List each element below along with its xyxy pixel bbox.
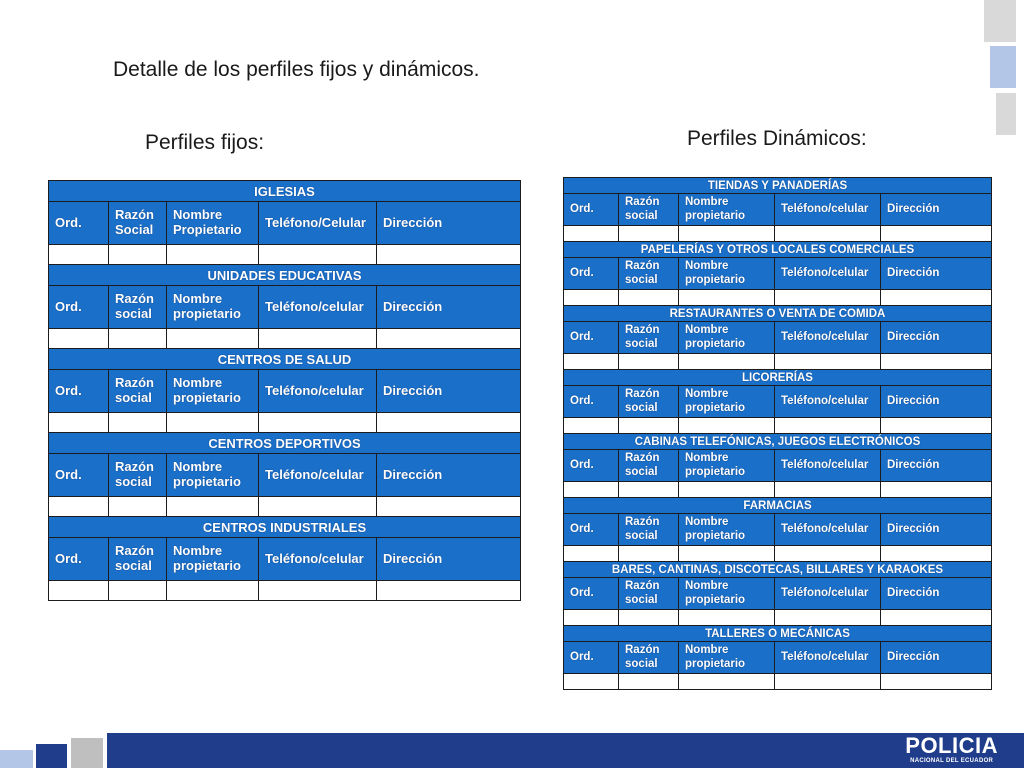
table-cell[interactable] — [167, 413, 259, 433]
dynamic-column-header: Ord. — [564, 578, 619, 610]
table-cell[interactable] — [619, 418, 679, 434]
dynamic-column-header: Nombre propietario — [679, 194, 775, 226]
fixed-column-header: Nombre Propietario — [167, 202, 259, 245]
dynamic-section-title: BARES, CANTINAS, DISCOTECAS, BILLARES Y KARAOKES — [564, 562, 992, 578]
dynamic-column-header: Nombre propietario — [679, 578, 775, 610]
fixed-column-header: Ord. — [49, 454, 109, 497]
table-cell[interactable] — [259, 329, 377, 349]
dynamic-column-header: Teléfono/celular — [775, 322, 881, 354]
footer-square-1 — [0, 750, 33, 768]
dynamic-section-title: RESTAURANTES O VENTA DE COMIDA — [564, 306, 992, 322]
table-cell[interactable] — [679, 674, 775, 690]
table-cell[interactable] — [881, 482, 992, 498]
dynamic-column-header: Dirección — [881, 578, 992, 610]
table-cell[interactable] — [109, 245, 167, 265]
fixed-section-title: CENTROS DEPORTIVOS — [49, 433, 521, 454]
dynamic-column-header: Nombre propietario — [679, 450, 775, 482]
table-cell[interactable] — [775, 674, 881, 690]
fixed-column-header: Razón social — [109, 370, 167, 413]
fixed-column-header: Ord. — [49, 370, 109, 413]
dynamic-column-header: Teléfono/celular — [775, 450, 881, 482]
table-cell[interactable] — [167, 581, 259, 601]
fixed-column-header: Razón social — [109, 286, 167, 329]
fixed-profiles-heading: Perfiles fijos: — [145, 131, 265, 154]
table-cell[interactable] — [259, 245, 377, 265]
dynamic-column-header: Teléfono/celular — [775, 578, 881, 610]
dynamic-column-header: Razón social — [619, 194, 679, 226]
fixed-column-header: Nombre propietario — [167, 454, 259, 497]
table-cell[interactable] — [881, 610, 992, 626]
fixed-column-header: Ord. — [49, 286, 109, 329]
dynamic-column-header: Nombre propietario — [679, 322, 775, 354]
dynamic-column-header: Razón social — [619, 642, 679, 674]
table-cell[interactable] — [679, 418, 775, 434]
footer-bar — [107, 733, 1024, 768]
table-row — [564, 418, 992, 434]
table-cell[interactable] — [881, 418, 992, 434]
logo-text: POLICIA — [905, 733, 998, 758]
fixed-column-header: Dirección — [377, 370, 521, 413]
fixed-column-header: Teléfono/celular — [259, 370, 377, 413]
dynamic-column-header: Nombre propietario — [679, 642, 775, 674]
dynamic-column-header: Ord. — [564, 194, 619, 226]
table-cell[interactable] — [377, 413, 521, 433]
table-cell[interactable] — [619, 226, 679, 242]
table-cell[interactable] — [49, 413, 109, 433]
fixed-column-header: Ord. — [49, 538, 109, 581]
dynamic-profiles-heading: Perfiles Dinámicos: — [687, 127, 867, 150]
table-row — [49, 245, 521, 265]
dynamic-column-header: Ord. — [564, 386, 619, 418]
table-cell[interactable] — [564, 290, 619, 306]
dynamic-column-header: Razón social — [619, 258, 679, 290]
fixed-section-title: UNIDADES EDUCATIVAS — [49, 265, 521, 286]
table-cell[interactable] — [259, 581, 377, 601]
table-cell[interactable] — [619, 354, 679, 370]
table-cell[interactable] — [881, 226, 992, 242]
table-cell[interactable] — [881, 290, 992, 306]
dynamic-section-title: FARMACIAS — [564, 498, 992, 514]
table-cell[interactable] — [109, 497, 167, 517]
table-row — [564, 546, 992, 562]
dynamic-column-header: Ord. — [564, 514, 619, 546]
table-cell[interactable] — [259, 413, 377, 433]
footer-square-3 — [71, 738, 103, 768]
table-cell[interactable] — [564, 418, 619, 434]
policia-logo — [905, 735, 998, 765]
table-cell[interactable] — [619, 482, 679, 498]
fixed-section-title: IGLESIAS — [49, 181, 521, 202]
table-cell[interactable] — [775, 546, 881, 562]
table-cell[interactable] — [49, 329, 109, 349]
fixed-column-header: Ord. — [49, 202, 109, 245]
table-cell[interactable] — [775, 226, 881, 242]
table-cell[interactable] — [259, 497, 377, 517]
table-cell[interactable] — [564, 674, 619, 690]
fixed-column-header: Teléfono/celular — [259, 286, 377, 329]
table-cell[interactable] — [564, 482, 619, 498]
table-cell[interactable] — [881, 674, 992, 690]
fixed-column-header: Dirección — [377, 538, 521, 581]
table-cell[interactable] — [564, 610, 619, 626]
table-cell[interactable] — [377, 329, 521, 349]
table-cell[interactable] — [679, 482, 775, 498]
dynamic-column-header: Dirección — [881, 322, 992, 354]
table-cell[interactable] — [775, 354, 881, 370]
table-row — [564, 354, 992, 370]
dynamic-column-header: Razón social — [619, 578, 679, 610]
fixed-column-header: Dirección — [377, 202, 521, 245]
dynamic-column-header: Dirección — [881, 450, 992, 482]
table-cell[interactable] — [377, 245, 521, 265]
fixed-section-title: CENTROS DE SALUD — [49, 349, 521, 370]
table-cell[interactable] — [564, 546, 619, 562]
table-row — [564, 226, 992, 242]
table-row — [49, 581, 521, 601]
table-cell[interactable] — [49, 245, 109, 265]
table-row — [564, 482, 992, 498]
dynamic-column-header: Dirección — [881, 258, 992, 290]
dynamic-column-header: Ord. — [564, 642, 619, 674]
footer-square-2 — [36, 744, 67, 768]
table-cell[interactable] — [49, 497, 109, 517]
table-row — [49, 497, 521, 517]
table-row — [49, 329, 521, 349]
table-cell[interactable] — [679, 226, 775, 242]
fixed-column-header: Nombre propietario — [167, 286, 259, 329]
table-row — [49, 413, 521, 433]
table-cell[interactable] — [109, 413, 167, 433]
table-cell[interactable] — [679, 610, 775, 626]
dynamic-column-header: Dirección — [881, 386, 992, 418]
dynamic-column-header: Ord. — [564, 450, 619, 482]
fixed-column-header: Nombre propietario — [167, 370, 259, 413]
table-cell[interactable] — [377, 581, 521, 601]
dynamic-column-header: Razón social — [619, 322, 679, 354]
dynamic-column-header: Nombre propietario — [679, 514, 775, 546]
table-row — [564, 674, 992, 690]
table-cell[interactable] — [775, 610, 881, 626]
fixed-column-header: Razón Social — [109, 202, 167, 245]
table-cell[interactable] — [881, 546, 992, 562]
dynamic-column-header: Teléfono/celular — [775, 514, 881, 546]
dynamic-column-header: Teléfono/celular — [775, 386, 881, 418]
slide-title: Detalle de los perfiles fijos y dinámicos. — [113, 58, 480, 81]
dynamic-column-header: Dirección — [881, 194, 992, 226]
fixed-column-header: Nombre propietario — [167, 538, 259, 581]
dynamic-column-header: Dirección — [881, 642, 992, 674]
table-cell[interactable] — [109, 329, 167, 349]
table-cell[interactable] — [881, 354, 992, 370]
dynamic-column-header: Nombre propietario — [679, 258, 775, 290]
dynamic-column-header: Teléfono/celular — [775, 194, 881, 226]
fixed-column-header: Teléfono/celular — [259, 538, 377, 581]
table-cell[interactable] — [377, 497, 521, 517]
table-cell[interactable] — [167, 329, 259, 349]
table-cell[interactable] — [619, 610, 679, 626]
fixed-column-header: Razón social — [109, 538, 167, 581]
dynamic-column-header: Ord. — [564, 258, 619, 290]
corner-square-1 — [984, 0, 1016, 42]
table-cell[interactable] — [619, 546, 679, 562]
dynamic-column-header: Nombre propietario — [679, 386, 775, 418]
table-cell[interactable] — [775, 290, 881, 306]
table-cell[interactable] — [564, 226, 619, 242]
dynamic-profiles-table — [563, 177, 992, 690]
table-row — [564, 610, 992, 626]
table-cell[interactable] — [167, 497, 259, 517]
dynamic-section-title: PAPELERÍAS Y OTROS LOCALES COMERCIALES — [564, 242, 992, 258]
table-cell[interactable] — [619, 290, 679, 306]
dynamic-section-title: TALLERES O MECÁNICAS — [564, 626, 992, 642]
dynamic-column-header: Razón social — [619, 514, 679, 546]
corner-square-3 — [996, 93, 1016, 135]
dynamic-column-header: Ord. — [564, 322, 619, 354]
table-cell[interactable] — [775, 418, 881, 434]
table-cell[interactable] — [679, 546, 775, 562]
table-cell[interactable] — [49, 581, 109, 601]
table-row — [564, 290, 992, 306]
table-cell[interactable] — [109, 581, 167, 601]
logo-subtext: NACIONAL DEL ECUADOR — [910, 758, 994, 764]
fixed-column-header: Teléfono/Celular — [259, 202, 377, 245]
fixed-profiles-table — [48, 180, 521, 601]
fixed-column-header: Razón social — [109, 454, 167, 497]
table-cell[interactable] — [619, 674, 679, 690]
corner-square-2 — [990, 46, 1016, 88]
table-cell[interactable] — [679, 290, 775, 306]
table-cell[interactable] — [679, 354, 775, 370]
dynamic-section-title: LICORERÍAS — [564, 370, 992, 386]
table-cell[interactable] — [167, 245, 259, 265]
dynamic-column-header: Teléfono/celular — [775, 642, 881, 674]
fixed-column-header: Dirección — [377, 286, 521, 329]
fixed-section-title: CENTROS INDUSTRIALES — [49, 517, 521, 538]
dynamic-column-header: Teléfono/celular — [775, 258, 881, 290]
table-cell[interactable] — [564, 354, 619, 370]
fixed-column-header: Teléfono/celular — [259, 454, 377, 497]
dynamic-section-title: TIENDAS Y PANADERÍAS — [564, 178, 992, 194]
fixed-column-header: Dirección — [377, 454, 521, 497]
dynamic-column-header: Dirección — [881, 514, 992, 546]
dynamic-section-title: CABINAS TELEFÓNICAS, JUEGOS ELECTRÓNICOS — [564, 434, 992, 450]
dynamic-column-header: Razón social — [619, 450, 679, 482]
dynamic-column-header: Razón social — [619, 386, 679, 418]
table-cell[interactable] — [775, 482, 881, 498]
